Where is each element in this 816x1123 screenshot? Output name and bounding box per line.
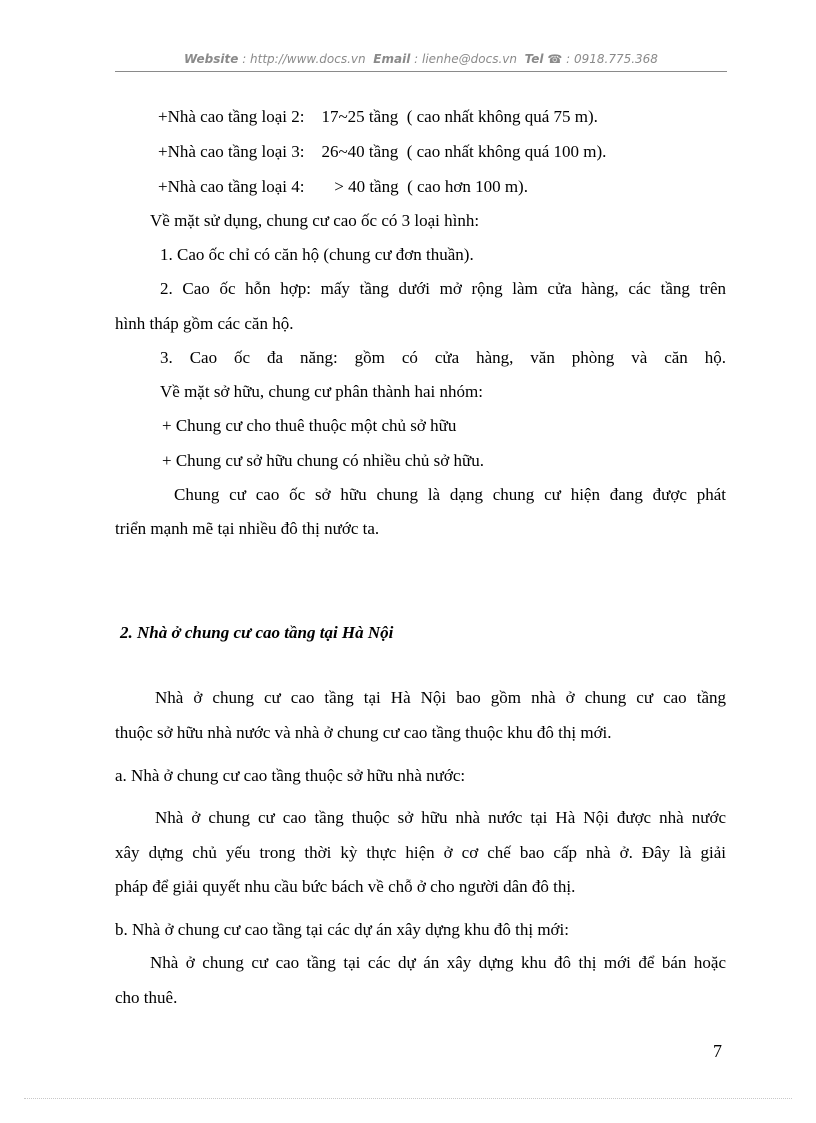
footer-divider [24,1098,792,1099]
email-value: : lienhe@docs.vn [414,52,517,66]
body-line-10: + Chung cư cho thuê thuộc một chủ sở hữu [162,416,457,435]
body-line-15: thuộc sở hữu nhà nước và nhà ở chung cư cao tầng thuộc khu đô thị mới. [115,723,612,742]
website-value: : http://www.docs.vn [242,52,366,66]
body-line-8: 3. Cao ốc đa năng: gồm có cửa hàng, văn phòng và căn hộ. [160,348,726,367]
body-line-5: 1. Cao ốc chỉ có căn hộ (chung cư đơn thuần). [160,245,474,264]
body-line-3: +Nhà cao tầng loại 4: > 40 tầng ( cao hơn 100 m). [158,177,528,196]
tel-label: Tel [524,52,544,66]
body-line-19: pháp để giải quyết nhu cầu bức bách về chỗ ở cho người dân đô thị. [115,877,576,896]
body-line-4: Về mặt sử dụng, chung cư cao ốc có 3 loại hình: [150,211,480,230]
body-line-21: Nhà ở chung cư cao tầng tại các dự án xây dựng khu đô thị mới để bán hoặc [150,953,726,972]
body-line-18: xây dựng chủ yếu trong thời kỳ thực hiện ở cơ chế bao cấp nhà ở. Đây là giải [115,843,726,862]
subheading-b: b. Nhà ở chung cư cao tầng tại các dự án xây dựng khu đô thị mới: [115,920,569,939]
body-line-9: Về mặt sở hữu, chung cư phân thành hai nhóm: [160,382,483,401]
tel-value: ☎ : 0918.775.368 [547,52,658,66]
body-line-6: 2. Cao ốc hỗn hợp: mấy tầng dưới mở rộng làm cửa hàng, các tầng trên [160,279,726,298]
page-number: 7 [713,1041,722,1061]
body-line-7: hình tháp gồm các căn hộ. [115,314,294,333]
email-label: Email [373,52,411,66]
header-divider [115,71,727,73]
body-line-1: +Nhà cao tầng loại 2: 17~25 tầng ( cao nhất không quá 75 m). [158,107,598,126]
body-line-22: cho thuê. [115,988,178,1007]
body-line-11: + Chung cư sở hữu chung có nhiều chủ sở hữu. [162,451,484,470]
body-line-17: Nhà ở chung cư cao tầng thuộc sở hữu nhà nước tại Hà Nội được nhà nước [155,808,726,827]
section-heading: 2. Nhà ở chung cư cao tầng tại Hà Nội [120,623,394,642]
body-line-14: Nhà ở chung cư cao tầng tại Hà Nội bao gồm nhà ở chung cư cao tầng [155,688,726,707]
body-line-2: +Nhà cao tầng loại 3: 26~40 tầng ( cao nhất không quá 100 m). [158,142,607,161]
website-label: Website [184,52,239,66]
page-header [115,52,727,66]
body-line-13: triển mạnh mẽ tại nhiều đô thị nước ta. [115,519,380,538]
body-line-12: Chung cư cao ốc sở hữu chung là dạng chung cư hiện đang được phát [174,485,726,504]
subheading-a: a. Nhà ở chung cư cao tầng thuộc sở hữu nhà nước: [115,766,466,785]
